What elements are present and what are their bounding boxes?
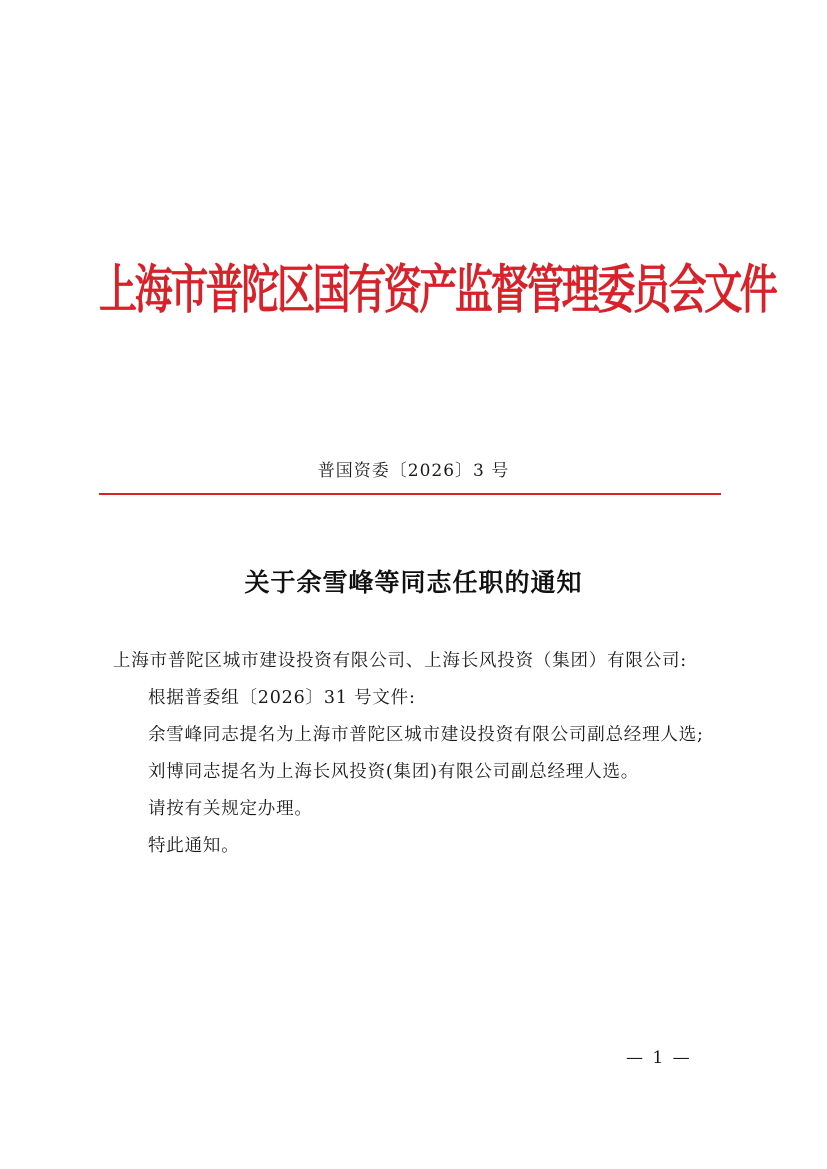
- red-divider-line: [99, 493, 721, 495]
- issuing-authority-header: 上海市普陀区国有资产监督管理委员会文件: [99, 259, 776, 320]
- body-paragraph: 余雪峰同志提名为上海市普陀区城市建设投资有限公司副总经理人选;: [148, 725, 704, 745]
- body-paragraph: 请按有关规定办理。: [148, 799, 313, 819]
- notice-title: 关于余雪峰等同志任职的通知: [244, 568, 583, 597]
- notice-body: [113, 643, 729, 865]
- body-paragraph: 根据普委组〔2026〕31 号文件:: [148, 688, 416, 708]
- addressee: 上海市普陀区城市建设投资有限公司、上海长风投资（集团）有限公司:: [113, 651, 687, 671]
- body-paragraph: 刘博同志提名为上海长风投资(集团)有限公司副总经理人选。: [148, 762, 640, 782]
- document-number: 普国资委〔2026〕3 号: [317, 461, 510, 481]
- body-paragraph: 特此通知。: [148, 836, 240, 856]
- page-number: — 1 —: [626, 1048, 692, 1068]
